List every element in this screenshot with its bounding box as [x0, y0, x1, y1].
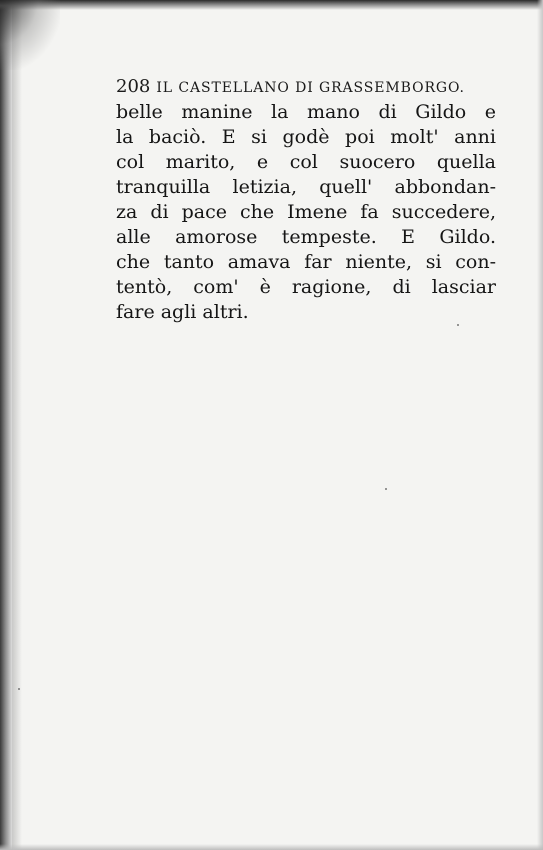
page-number: 208 [116, 76, 151, 97]
page-top-edge [0, 0, 543, 10]
text-line: col marito, e col suocero quella [116, 151, 496, 173]
text-line: la baciò. E si godè poi molt' anni [116, 126, 496, 148]
text-line: che tanto amava far niente, si con- [116, 251, 496, 273]
page-bottom-edge [0, 844, 543, 850]
page-corner-shadow [0, 0, 60, 70]
page-gutter-shadow [12, 0, 22, 850]
running-head [116, 76, 506, 97]
page-right-edge [537, 0, 543, 850]
running-title: IL CASTELLANO DI GRASSEMBORGO. [156, 80, 465, 96]
paper-speck [18, 688, 20, 690]
paper-speck [385, 488, 387, 490]
page-left-edge [0, 0, 12, 850]
text-line: za di pace che Imene fa succedere, [116, 201, 496, 223]
text-line: belle manine la mano di Gildo e [116, 101, 496, 123]
text-line: tranquilla letizia, quell' abbondan- [116, 176, 496, 198]
text-line: alle amorose tempeste. E Gildo. [116, 226, 496, 248]
text-line: tentò, com' è ragione, di lasciar [116, 276, 496, 298]
body-text [116, 100, 496, 325]
text-line: fare agli altri. [116, 301, 249, 323]
